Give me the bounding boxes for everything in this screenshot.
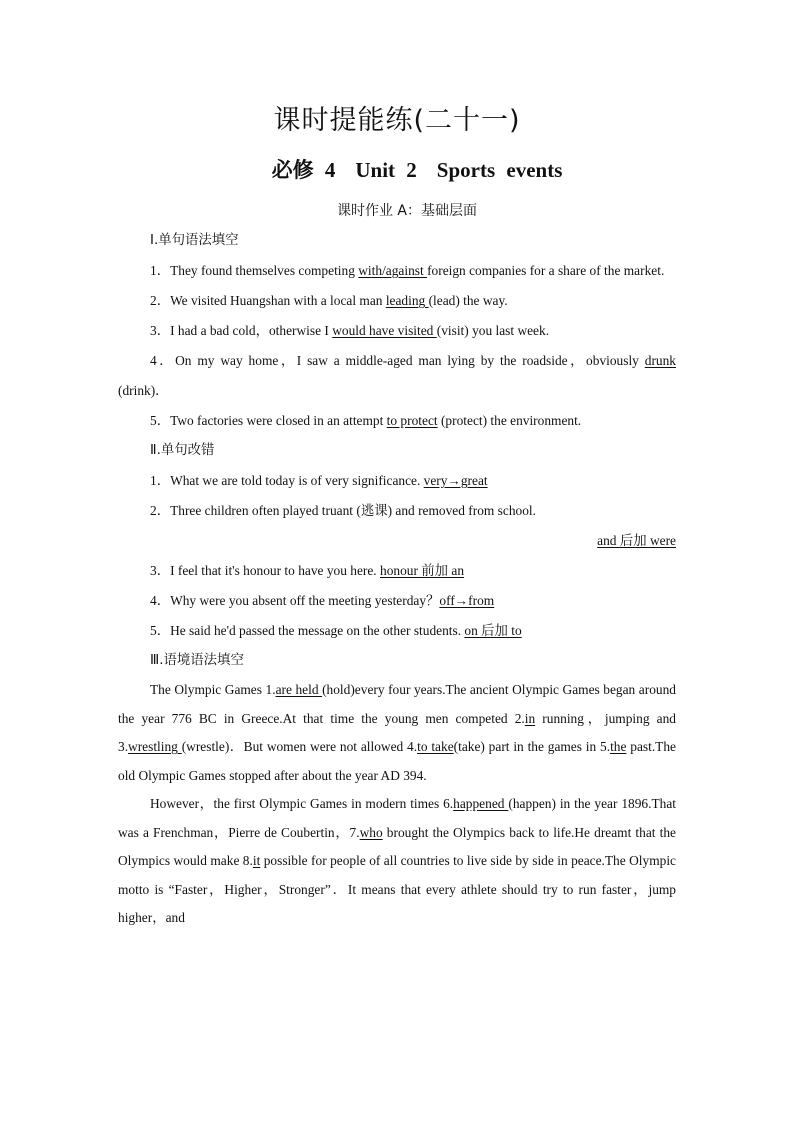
answer: very→great [423,473,488,488]
question-item: 5．He said he'd passed the message on the other students. on 后加 to [150,623,522,638]
section-heading-2: Ⅱ.单句改错 [150,443,215,458]
question-item: 2．Three children often played truant (逃课) and removed from school. [150,503,536,518]
cloze-passage [118,676,676,933]
answer: off→from [439,593,495,608]
unit-title [0,154,794,184]
question-item: 3．I had a bad cold，otherwise I would have visited (visit) you last week. [150,323,550,338]
answer: honour 前加 an [380,563,465,578]
answer: drunk [644,353,676,368]
task-title: 课时作业 A：基础层面 [336,203,478,219]
answer: to protect [386,413,438,428]
page-title: 课时提能练(二十一) [273,105,521,136]
question-item: 2．We visited Huangshan with a local man leading (lead) the way. [150,293,508,308]
question-item: 1．They found themselves competing with/against foreign companies for a share of the market. [150,263,665,278]
passage-paragraph: The Olympic Games 1.are held (hold)every four years.The ancient Olympic Games began around the year 776 BC in Greece.At that time the young men competed 2.in running，jumping and 3.wrestling (wrestle)．But women were not allowed 4.to take(take) part in the games in 5.the past.The old Olympic Games stopped after about the year AD 394. [118,682,676,783]
answer: and 后加 were [597,533,676,548]
answer: would have visited [332,323,437,338]
answer: leading [385,293,429,308]
question-item: 5．Two factories were closed in an attempt to protect (protect) the environment. [150,413,582,428]
exercise-body [118,226,676,933]
passage-paragraph: However，the first Olympic Games in modern times 6.happened (happen) in the year 1896.That was a Frenchman，Pierre de Coubertin，7.who brought the Olympics back to life.He dreamt that the Olympics would make 8.it possible for people of all countries to live side by side in peace.The Olympic motto is “Faster，Higher，Stronger”．It means that every athlete should try to run faster，jump higher，and [118,796,676,925]
answer: with/against [358,263,428,278]
section-heading-3: Ⅲ.语境语法填空 [150,653,244,668]
unit-prefix: 必修 4 [271,158,336,182]
unit-name: Unit 2 [355,158,417,182]
question-item: 1．What we are told today is of very significance. very→great [150,473,488,488]
question-item: 4．On my way home，I saw a middle-aged man lying by the roadside，obviously drunk (drink)． [118,353,676,398]
section-heading-1: Ⅰ.单句语法填空 [150,233,239,248]
question-item: 3．I feel that it's honour to have you here. honour 前加 an [150,563,465,578]
answer: on 后加 to [464,623,522,638]
answer-line [118,526,676,556]
question-item: 4．Why were you absent off the meeting yesterday？off→from [150,593,495,608]
unit-topic: Sports events [436,158,563,182]
